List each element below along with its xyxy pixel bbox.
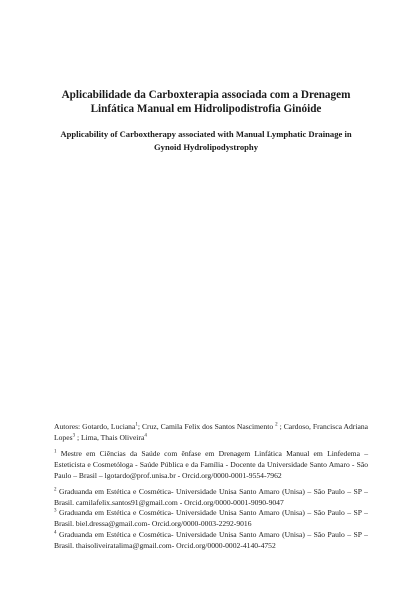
affiliation-sup: 3 xyxy=(54,508,57,514)
affiliation-sup: 1 xyxy=(54,449,57,455)
author-sup: 3 xyxy=(72,433,76,439)
author-name: Lima, Thais Oliveira xyxy=(80,433,145,442)
affiliation-text: Graduanda em Estética e Cosmética- Universidade Unisa Santo Amaro (Unisa) – São Paulo – SP – Brasil. biel.dressa@gmail.com- Orcid.org/0000-0003-2292-9016 xyxy=(54,508,368,528)
author-sup: 4 xyxy=(144,433,147,439)
affiliation-sup: 2 xyxy=(54,487,57,493)
title-en-line-1: Applicability of Carboxtherapy associated with Manual Lymphatic Drainage in xyxy=(60,129,352,139)
title-english xyxy=(40,128,372,154)
author-name: Cruz, Camila Felix dos Santos Nascimento xyxy=(141,422,274,431)
affiliation-text: Graduanda em Estética e Cosmética- Universidade Unisa Santo Amaro (Unisa) – São Paulo – SP – Brasil. thaisoliveiratalima@gmail.com- Orcid.org/0000-0002-4140-4752 xyxy=(54,530,368,550)
title-en-line-2: Gynoid Hydrolipodystrophy xyxy=(153,142,259,152)
authors-line: Autores: Gotardo, Luciana$^1$; Cruz, Camila Felix dos Santos Nascimento $^2$ ; Cardoso, Francisca Adriana Lopes$^3$ ; Lima, Thais Oliveira$^4$ xyxy=(54,422,368,442)
affiliation-text: Graduanda em Estética e Cosmética- Universidade Unisa Santo Amaro (Unisa) – São Paulo – SP – Brasil. camilafelix.santos91@gmail.com - Orcid.org/0000-0001-9090-9047 xyxy=(54,487,368,507)
author-sup: 1 xyxy=(135,422,138,428)
authors-label: Autores: xyxy=(54,422,81,431)
title-pt-line-2: Linfática Manual em Hidrolipodistrofia Ginóide xyxy=(90,103,322,115)
affiliation-sup: 4 xyxy=(54,530,57,536)
affiliation-2 xyxy=(54,486,368,508)
author-name: Cardoso, Francisca Adriana Lopes xyxy=(54,422,368,442)
title-portuguese xyxy=(40,88,372,116)
title-pt-line-1: Aplicabilidade da Carboxterapia associada com a Drenagem xyxy=(61,89,351,101)
affiliation-3 xyxy=(54,507,368,529)
affiliation-text: Mestre em Ciências da Saúde com ênfase em Drenagem Linfática Manual em Linfedema – Esteticista e Cosmetóloga - Saúde Pública e da Família - Docente da Universidade Santo Amaro - São Paulo – Brasil – lgotardo@prof.unisa.br - Orcid.org/0000-0001-9554-7962 xyxy=(54,449,368,480)
affiliation-1 xyxy=(54,448,368,481)
author-sup: 2 xyxy=(275,422,278,428)
affiliation-4 xyxy=(54,529,368,551)
author-name: Gotardo, Luciana xyxy=(82,422,136,431)
